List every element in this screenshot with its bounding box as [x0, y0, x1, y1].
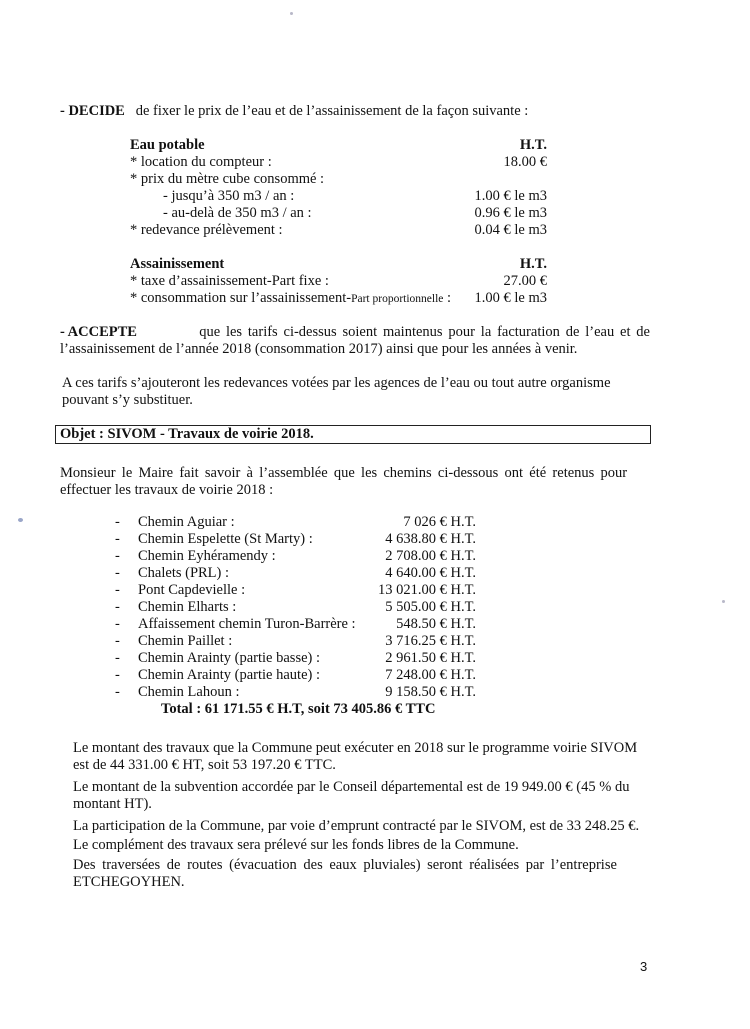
- chemin-bullet: -: [115, 616, 120, 632]
- eau-potable-ht: H.T.: [519, 137, 547, 153]
- assainissement-ht: H.T.: [519, 256, 547, 272]
- assainissement-row-value: 27.00 €: [503, 273, 547, 289]
- chemin-amount: 5 505.00 € H.T.: [385, 599, 476, 615]
- paragraph-subvention-line-1: Le montant de la subvention accordée par le Conseil départemental est de 19 949.00 € (45 % du: [73, 779, 630, 795]
- chemin-amount: 2 708.00 € H.T.: [385, 548, 476, 564]
- decide-line: [60, 103, 528, 120]
- eau-row-value: 0.04 € le m3: [474, 222, 547, 238]
- paragraph-participation: La participation de la Commune, par voie d’emprunt contracté par le SIVOM, est de 33 248.25 €.: [73, 818, 640, 834]
- paragraph-traversees-line-2: ETCHEGOYHEN.: [73, 874, 185, 890]
- chemin-name: Chalets (PRL) :: [138, 565, 230, 581]
- accepte-text: que les tarifs ci-dessus soient maintenus pour la facturation de l’eau et de: [199, 324, 650, 340]
- chemin-amount: 9 158.50 € H.T.: [385, 684, 476, 700]
- chemin-name: Chemin Lahoun :: [138, 684, 240, 700]
- decide-text: de fixer le prix de l’eau et de l’assainissement de la façon suivante :: [135, 103, 529, 119]
- chemin-bullet: -: [115, 633, 120, 649]
- page-number: 3: [640, 959, 648, 974]
- eau-row-label: * prix du mètre cube consommé :: [130, 171, 325, 187]
- chemin-name: Chemin Eyhéramendy :: [138, 548, 276, 564]
- chemin-amount: 7 248.00 € H.T.: [385, 667, 476, 683]
- chemin-name: Pont Capdevielle :: [138, 582, 246, 598]
- chemin-amount: 4 640.00 € H.T.: [385, 565, 476, 581]
- chemin-bullet: -: [115, 684, 120, 700]
- eau-row-label: * redevance prélèvement :: [130, 222, 283, 238]
- eau-row-label: - au-delà de 350 m3 / an :: [163, 205, 312, 221]
- chemin-name: Chemin Espelette (St Marty) :: [138, 531, 313, 547]
- scan-speck: [290, 12, 293, 15]
- chemin-bullet: -: [115, 514, 120, 530]
- assainissement-row2-main: * consommation sur l’assainissement-: [130, 290, 352, 306]
- chemin-name: Chemin Arainty (partie basse) :: [138, 650, 321, 666]
- chemin-name: Chemin Paillet :: [138, 633, 233, 649]
- chemin-amount: 7 026 € H.T.: [403, 514, 476, 530]
- total-line: Total : 61 171.55 € H.T, soit 73 405.86 € TTC: [161, 701, 436, 717]
- intro-line-2: effectuer les travaux de voirie 2018 :: [60, 482, 274, 498]
- assainissement-row-label: [130, 290, 451, 308]
- paragraph-montant-line-2: est de 44 331.00 € HT, soit 53 197.20 € TTC.: [73, 757, 336, 773]
- assainissement-heading: Assainissement: [130, 256, 225, 272]
- scan-speck: [722, 600, 725, 603]
- assainissement-row-value: 1.00 € le m3: [474, 290, 547, 306]
- paragraph-complement: Le complément des travaux sera prélevé sur les fonds libres de la Commune.: [73, 837, 519, 853]
- intro-line-1: Monsieur le Maire fait savoir à l’assemblée que les chemins ci-dessous ont été retenus pour: [60, 465, 628, 481]
- chemin-bullet: -: [115, 548, 120, 564]
- accepte-line-1: [60, 324, 650, 341]
- redevances-line-2: pouvant s’y substituer.: [62, 392, 193, 408]
- eau-row-label: * location du compteur :: [130, 154, 272, 170]
- decide-keyword: - DECIDE: [60, 103, 125, 119]
- chemin-amount: 4 638.80 € H.T.: [385, 531, 476, 547]
- chemin-bullet: -: [115, 650, 120, 666]
- eau-potable-heading: Eau potable: [130, 137, 205, 153]
- chemin-amount: 3 716.25 € H.T.: [385, 633, 476, 649]
- paragraph-subvention-line-2: montant HT).: [73, 796, 152, 812]
- eau-row-value: 18.00 €: [503, 154, 547, 170]
- eau-row-value: 0.96 € le m3: [474, 205, 547, 221]
- paragraph-traversees-line-1: Des traversées de routes (évacuation des eaux pluviales) seront réalisées par l’entreprise: [73, 857, 617, 873]
- redevances-line-1: A ces tarifs s’ajouteront les redevances votées par les agences de l’eau ou tout autre organisme: [62, 375, 611, 391]
- assainissement-row-label: * taxe d’assainissement-Part fixe :: [130, 273, 329, 289]
- chemin-amount: 13 021.00 € H.T.: [377, 582, 476, 598]
- paragraph-montant-line-1: Le montant des travaux que la Commune peut exécuter en 2018 sur le programme voirie SIVOM: [73, 740, 638, 756]
- eau-row-value: 1.00 € le m3: [474, 188, 547, 204]
- chemin-amount: 2 961.50 € H.T.: [385, 650, 476, 666]
- chemin-amount: 548.50 € H.T.: [396, 616, 476, 632]
- chemin-bullet: -: [115, 582, 120, 598]
- chemin-name: Affaissement chemin Turon-Barrère :: [138, 616, 356, 632]
- scan-speck: [18, 518, 23, 522]
- chemin-bullet: -: [115, 599, 120, 615]
- chemin-bullet: -: [115, 531, 120, 547]
- assainissement-row2-colon: :: [443, 290, 452, 306]
- chemin-name: Chemin Arainty (partie haute) :: [138, 667, 321, 683]
- accepte-line-2: l’assainissement de l’année 2018 (consommation 2017) ainsi que pour les années à venir.: [60, 341, 578, 357]
- objet-title: Objet : SIVOM - Travaux de voirie 2018.: [60, 426, 314, 442]
- chemin-name: Chemin Elharts :: [138, 599, 237, 615]
- chemin-name: Chemin Aguiar :: [138, 514, 235, 530]
- chemin-bullet: -: [115, 667, 120, 683]
- chemin-bullet: -: [115, 565, 120, 581]
- accepte-keyword: - ACCEPTE: [60, 324, 137, 340]
- objet-box: [55, 425, 651, 444]
- eau-row-label: - jusqu’à 350 m3 / an :: [163, 188, 295, 204]
- assainissement-row2-small: Part proportionnelle: [351, 293, 444, 305]
